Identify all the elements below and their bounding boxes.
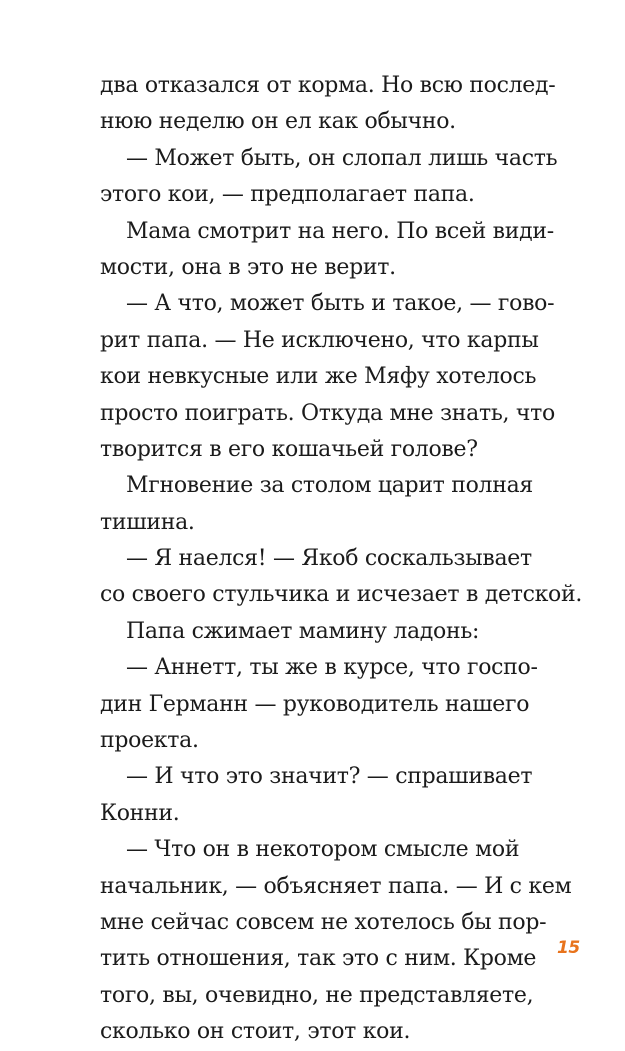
text-line: кои невкусные или же Мяфу хотелось bbox=[100, 364, 537, 390]
text-line: мости, она в это не верит. bbox=[100, 254, 396, 280]
text-line: — Может быть, он слопал лишь часть bbox=[126, 145, 558, 171]
page-number: 15 bbox=[557, 938, 580, 958]
text-line: Мгновение за столом царит полная bbox=[126, 473, 533, 499]
text-line: этого кои, — предполагает папа. bbox=[100, 182, 475, 208]
text-line: проекта. bbox=[100, 728, 199, 754]
text-line: Папа сжимает мамину ладонь: bbox=[126, 618, 480, 644]
text-line: тишина. bbox=[100, 509, 195, 535]
text-line: — Я наелся! — Якоб соскальзывает bbox=[126, 546, 532, 572]
text-line: сколько он стоит, этот кои. bbox=[100, 1019, 411, 1045]
text-line: того, вы, очевидно, не представляете, bbox=[100, 982, 534, 1008]
text-line: — И что это значит? — спрашивает bbox=[126, 764, 533, 790]
text-line: просто поиграть. Откуда мне знать, что bbox=[100, 400, 555, 426]
text-line: творится в его кошачьей голове? bbox=[100, 436, 478, 462]
text-line: со своего стульчика и исчезает в детской. bbox=[100, 582, 583, 608]
text-line: рит папа. — Не исключено, что карпы bbox=[100, 327, 539, 353]
text-line: дин Германн — руководитель нашего bbox=[100, 691, 530, 717]
text-line: тить отношения, так это с ним. Кроме bbox=[100, 946, 537, 972]
text-line: мне сейчас совсем не хотелось бы пор- bbox=[100, 909, 547, 935]
text-line: — Что он в некотором смысле мой bbox=[126, 837, 520, 863]
text-line: Конни. bbox=[100, 800, 180, 826]
text-line: — А что, может быть и такое, — гово- bbox=[126, 291, 555, 317]
text-line: нюю неделю он ел как обычно. bbox=[100, 109, 456, 135]
text-line: два отказался от корма. Но всю послед- bbox=[100, 73, 556, 98]
text-line: Мама смотрит на него. По всей види- bbox=[126, 218, 554, 244]
text-line: начальник, — объясняет папа. — И с кем bbox=[100, 873, 572, 899]
text-line: — Аннетт, ты же в курсе, что госпо- bbox=[126, 655, 538, 681]
